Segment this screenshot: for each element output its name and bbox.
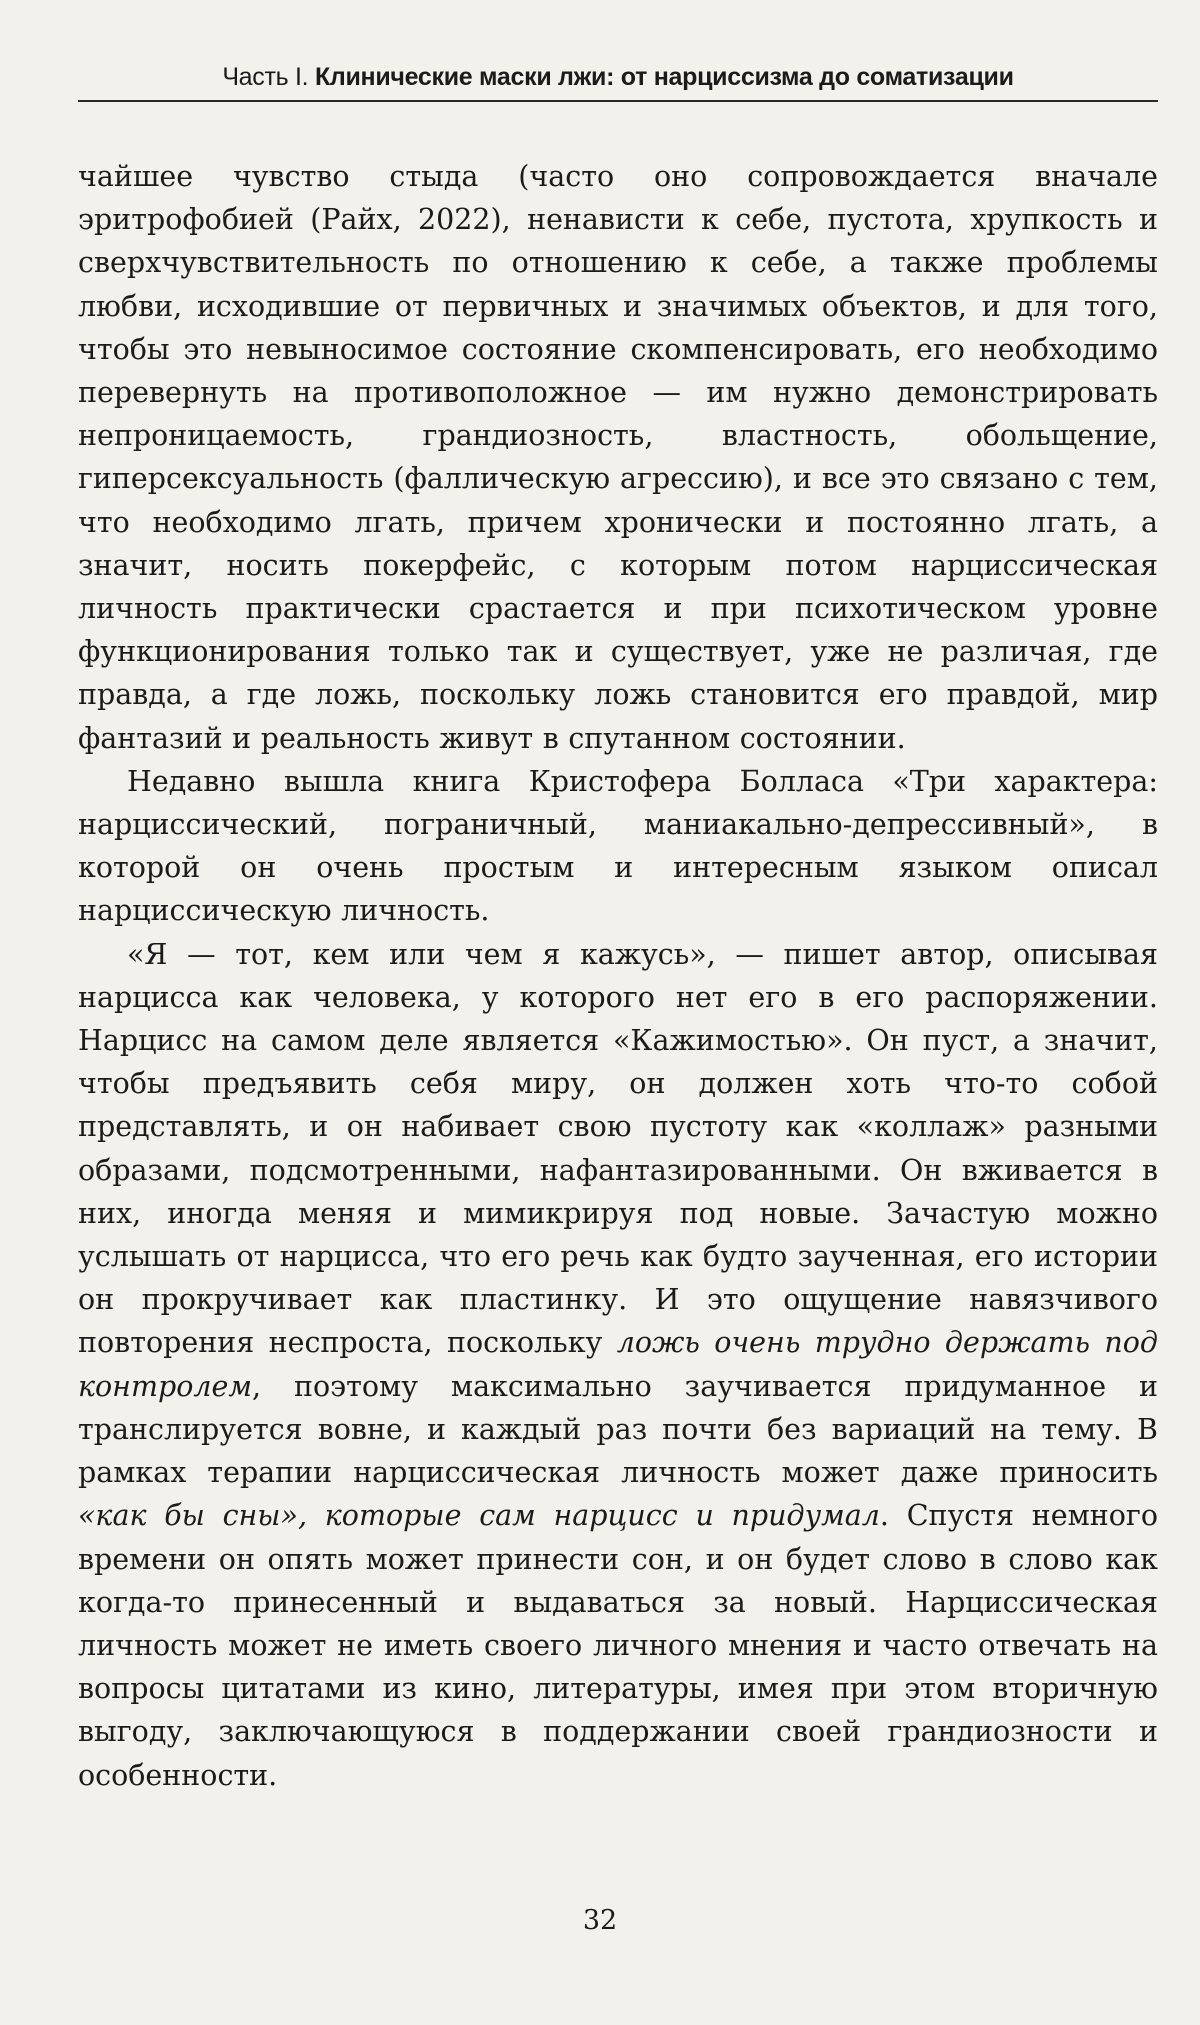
paragraph-3-italic-2: «как бы сны», которые сам нарцисс и придумал bbox=[78, 1499, 880, 1533]
paragraph-1: чайшее чувство стыда (часто оно сопровождается вначале эритрофобией (Райх, 2022), ненависти к себе, пустота, хрупкость и сверхчувствительность по отношению к себе, а также проблемы любви, исходившие от первичных и значимых объектов, и для того, чтобы это невыносимое состояние скомпенсировать, его необходимо перевернуть на противоположное — им нужно демонстрировать непроницаемость, грандиозность, властность, обольщение, гиперсексуальность (фаллическую агрессию), и все это связано с тем, что необходимо лгать, причем хронически и постоянно лгать, а значит, носить покерфейс, с которым потом нарциссическая личность практически срастается и при психотическом уровне функционирования только так и существует, уже не различая, где правда, а где ложь, поскольку ложь становится его правдой, мир фантазий и реальность живут в спутанном состоянии. bbox=[78, 160, 1158, 755]
page-body bbox=[78, 155, 1158, 1797]
paragraph-3-italic-1: ложь очень трудно держать под контролем bbox=[78, 1326, 1158, 1403]
paragraph-3 bbox=[78, 933, 1158, 1797]
header-part-title: Клинические маски лжи: от нарциссизма до соматизации bbox=[314, 63, 1014, 91]
paragraph-3-part-a: «Я — тот, кем или чем я кажусь», — пишет автор, описывая нарцисса как человека, у которого нет его в его распоряжении. Нарцисс на самом деле является «Кажимостью». Он пуст, а значит, чтобы предъявить себя миру, он должен хоть что-то собой представлять, и он набивает свою пустоту как «коллаж» разными образами, подсмотренными, нафантазированными. Он вживается в них, иногда меняя и мимикрируя под новые. Зачастую можно услышать от нарцисса, что его речь как будто заученная, его истории он прокручивает как пластинку. И это ощущение навязчивого повторения неспроста, поскольку bbox=[78, 937, 1158, 1360]
header-part-label: Часть I. bbox=[222, 63, 309, 91]
paragraph-2: Недавно вышла книга Кристофера Болласа «Три характера: нарциссический, пограничный, маниакально-депрессивный», в которой он очень простым и интересным языком описал нарциссическую личность. bbox=[78, 764, 1158, 928]
running-header bbox=[78, 60, 1158, 102]
paragraph-3-part-b: , поэтому максимально заучивается придуманное и транслируется вовне, и каждый раз почти без вариаций на тему. В рамках терапии нарциссическая личность может даже приносить bbox=[78, 1369, 1158, 1490]
page-number: 32 bbox=[582, 1905, 618, 1936]
paragraph-3-part-c: . Спустя немного времени он опять может принести сон, и он будет слово в слово как когда-то принесенный и выдаваться за новый. Нарциссическая личность может не иметь своего личного мнения и часто отвечать на вопросы цитатами из кино, литературы, имея при этом вторичную выгоду, заключающуюся в поддержании своей грандиозности и особенности. bbox=[78, 1499, 1159, 1792]
